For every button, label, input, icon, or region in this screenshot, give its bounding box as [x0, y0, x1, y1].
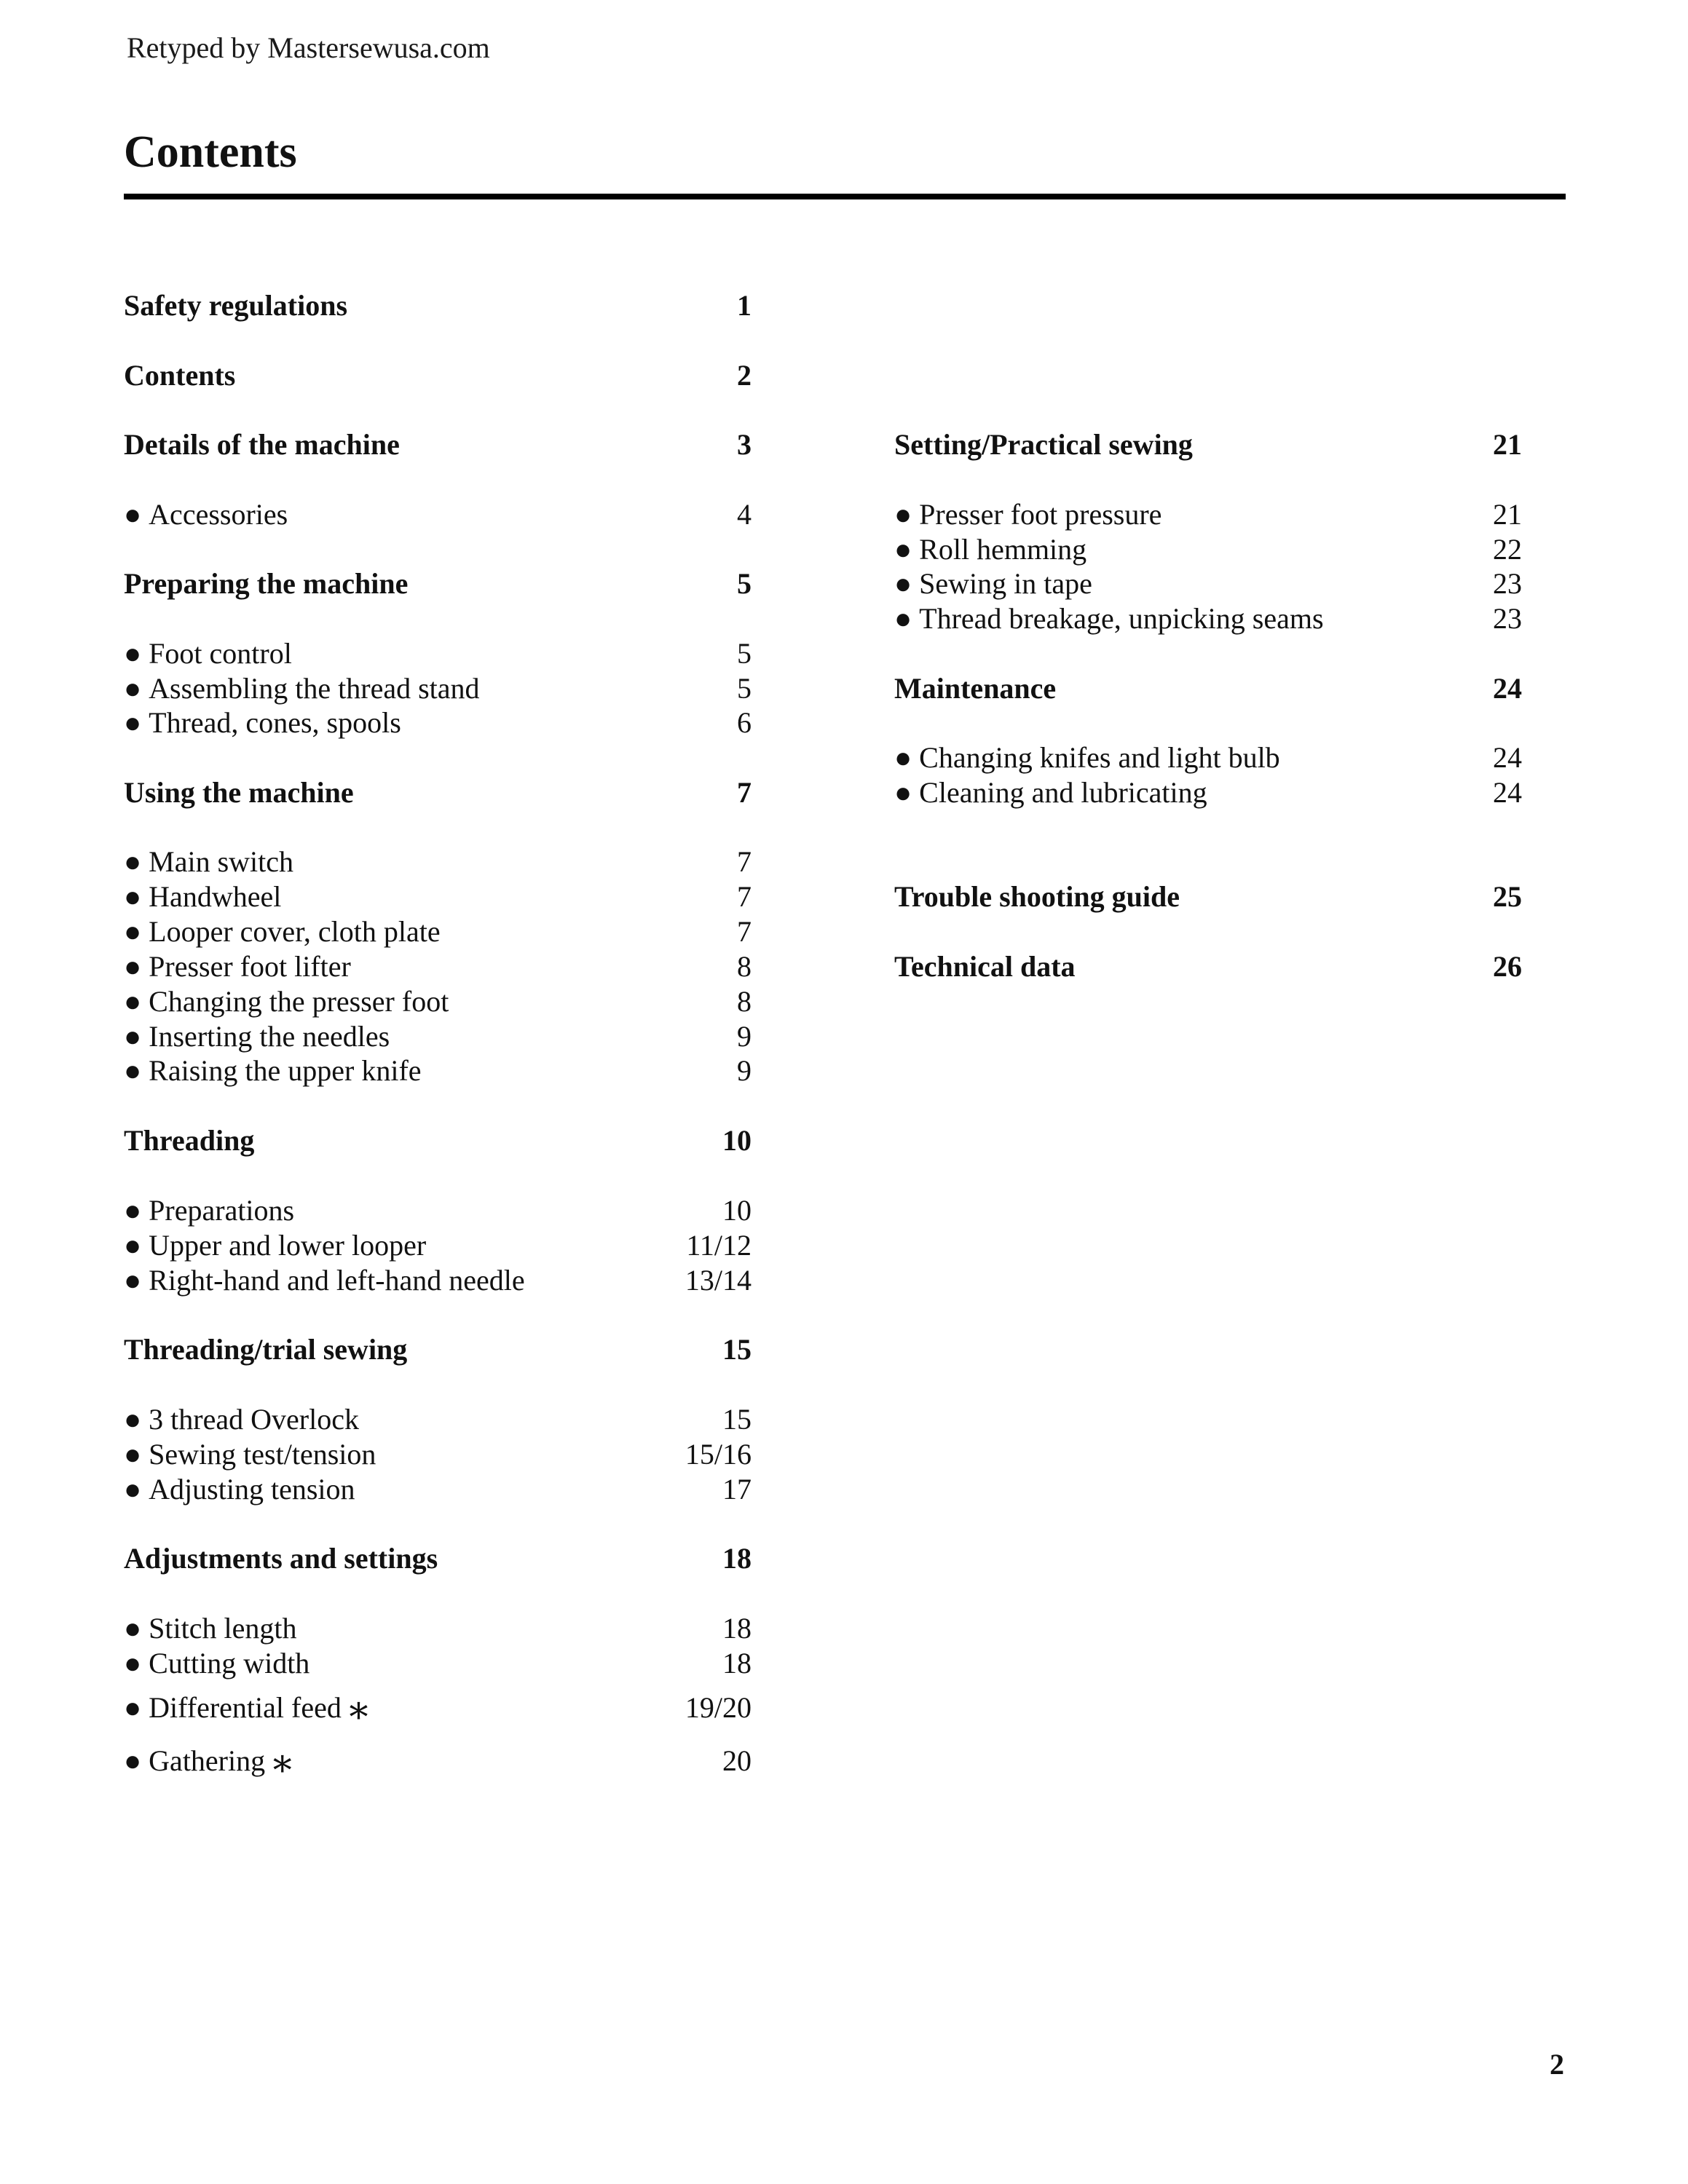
toc-heading-technical-data	[894, 949, 1522, 984]
toc-page: 18	[722, 1647, 752, 1679]
toc-page: 7	[737, 776, 752, 809]
toc-item-thread-breakage	[894, 601, 1522, 636]
toc-page: 25	[1493, 880, 1522, 913]
toc-page: 15	[722, 1333, 752, 1366]
toc-label: Presser foot lifter	[149, 950, 351, 983]
toc-page: 26	[1493, 950, 1522, 983]
bullet-icon: ●	[124, 498, 142, 531]
toc-page: 10	[722, 1124, 752, 1157]
bullet-icon: ●	[124, 1473, 142, 1506]
toc-item-cutting-width	[124, 1646, 752, 1681]
toc-label: Thread breakage, unpicking seams	[919, 602, 1324, 635]
toc-item-3-thread-overlock	[124, 1402, 752, 1437]
toc-item-preparations	[124, 1193, 752, 1228]
toc-label: Main switch	[149, 845, 294, 878]
toc-label: Threading/trial sewing	[124, 1333, 408, 1366]
toc-page: 4	[737, 498, 752, 531]
toc-page: 21	[1493, 428, 1522, 461]
toc-page: 19/20	[685, 1691, 752, 1724]
toc-label: Threading	[124, 1124, 255, 1157]
bullet-icon: ●	[124, 637, 142, 670]
toc-heading-maintenance	[894, 671, 1522, 706]
toc-heading-details-of-the-machine	[124, 427, 752, 462]
toc-label: Gathering	[149, 1744, 266, 1777]
toc-page: 2	[737, 359, 752, 392]
toc-label: Adjustments and settings	[124, 1542, 438, 1575]
toc-page: 5	[737, 637, 752, 670]
bullet-icon: ●	[124, 1020, 142, 1053]
toc-heading-using-the-machine	[124, 775, 752, 810]
toc-page: 23	[1493, 567, 1522, 600]
toc-page: 20	[722, 1744, 752, 1777]
toc-item-cleaning-lubricating	[894, 775, 1522, 810]
toc-page: 5	[737, 567, 752, 600]
toc-page: 18	[722, 1612, 752, 1645]
bullet-icon: ●	[124, 1403, 142, 1436]
toc-page: 23	[1493, 602, 1522, 635]
toc-page: 1	[737, 289, 752, 322]
toc-label: Preparations	[149, 1194, 295, 1227]
toc-page: 3	[737, 428, 752, 461]
bullet-icon: ●	[124, 1194, 142, 1227]
toc-page: 7	[737, 915, 752, 948]
toc-label: Raising the upper knife	[149, 1054, 422, 1087]
retyped-by-note: Retyped by Mastersewusa.com	[127, 31, 490, 64]
bullet-icon: ●	[124, 915, 142, 948]
toc-label: Preparing the machine	[124, 567, 409, 600]
toc-item-changing-knifes	[894, 740, 1522, 775]
bullet-icon: ●	[124, 1438, 142, 1471]
toc-label: Trouble shooting guide	[894, 880, 1180, 913]
toc-label: Differential feed	[149, 1691, 342, 1724]
toc-label: Changing the presser foot	[149, 985, 449, 1018]
toc-label: Foot control	[149, 637, 292, 670]
toc-label: Cutting width	[149, 1647, 310, 1679]
toc-item-presser-foot-pressure	[894, 497, 1522, 532]
toc-heading-trouble-shooting-guide	[894, 879, 1522, 914]
toc-page: 22	[1493, 533, 1522, 566]
toc-heading-contents	[124, 358, 752, 393]
bullet-icon: ●	[124, 1744, 142, 1777]
toc-item-stitch-length	[124, 1611, 752, 1646]
toc-page: 24	[1493, 776, 1522, 809]
toc-page: 5	[737, 672, 752, 705]
toc-label: Contents	[124, 359, 236, 392]
toc-page: 17	[722, 1473, 752, 1506]
toc-label: Stitch length	[149, 1612, 297, 1645]
toc-heading-setting-practical-sewing	[894, 427, 1522, 462]
toc-label: Presser foot pressure	[919, 498, 1162, 531]
bullet-icon: ●	[894, 567, 912, 600]
toc-page: 24	[1493, 672, 1522, 705]
toc-label: Maintenance	[894, 672, 1057, 705]
toc-item-presser-foot-lifter	[124, 949, 752, 984]
toc-label: Handwheel	[149, 880, 282, 913]
toc-item-foot-control	[124, 636, 752, 671]
bullet-icon: ●	[894, 533, 912, 566]
toc-item-sewing-in-tape	[894, 566, 1522, 601]
toc-label: Setting/Practical sewing	[894, 428, 1193, 461]
toc-label: Assembling the thread stand	[149, 672, 480, 705]
title-divider	[124, 194, 1566, 199]
bullet-icon: ●	[124, 880, 142, 913]
toc-item-handwheel	[124, 879, 752, 914]
toc-item-raising-upper-knife	[124, 1053, 752, 1088]
bullet-icon: ●	[124, 1647, 142, 1679]
asterisk-icon: ∗	[269, 1742, 296, 1784]
toc-page: 8	[737, 950, 752, 983]
toc-label: 3 thread Overlock	[149, 1403, 359, 1436]
toc-item-sewing-test-tension	[124, 1437, 752, 1472]
toc-label: Changing knifes and light bulb	[919, 741, 1280, 774]
bullet-icon: ●	[124, 1229, 142, 1262]
toc-item-accessories	[124, 497, 752, 532]
toc-item-differential-feed	[124, 1689, 752, 1731]
bullet-icon: ●	[124, 985, 142, 1018]
toc-label: Accessories	[149, 498, 288, 531]
toc-page: 9	[737, 1054, 752, 1087]
toc-label: Looper cover, cloth plate	[149, 915, 441, 948]
toc-label: Adjusting tension	[149, 1473, 355, 1506]
toc-page: 24	[1493, 741, 1522, 774]
toc-label: Upper and lower looper	[149, 1229, 427, 1262]
bullet-icon: ●	[124, 1612, 142, 1645]
toc-heading-safety-regulations	[124, 288, 752, 323]
bullet-icon: ●	[124, 672, 142, 705]
bullet-icon: ●	[124, 845, 142, 878]
toc-label: Using the machine	[124, 776, 354, 809]
asterisk-icon: ∗	[345, 1689, 372, 1731]
toc-label: Right-hand and left-hand needle	[149, 1264, 525, 1297]
bullet-icon: ●	[124, 1054, 142, 1087]
bullet-icon: ●	[894, 776, 912, 809]
toc-label: Thread, cones, spools	[149, 706, 401, 739]
toc-page: 11/12	[686, 1229, 752, 1262]
toc-label: Safety regulations	[124, 289, 348, 322]
toc-label: Roll hemming	[919, 533, 1087, 566]
toc-heading-threading	[124, 1123, 752, 1158]
toc-item-main-switch	[124, 844, 752, 879]
toc-item-looper-cover	[124, 914, 752, 949]
toc-page: 10	[722, 1194, 752, 1227]
toc-page: 13/14	[685, 1264, 752, 1297]
toc-item-right-left-needle	[124, 1263, 752, 1298]
toc-item-inserting-needles	[124, 1019, 752, 1054]
bullet-icon: ●	[124, 1691, 142, 1724]
toc-page: 7	[737, 845, 752, 878]
toc-item-thread-cones-spools	[124, 705, 752, 740]
bullet-icon: ●	[894, 498, 912, 531]
bullet-icon: ●	[894, 741, 912, 774]
toc-item-adjusting-tension	[124, 1472, 752, 1507]
toc-label: Inserting the needles	[149, 1020, 390, 1053]
toc-item-upper-lower-looper	[124, 1228, 752, 1263]
toc-page: 6	[737, 706, 752, 739]
toc-heading-threading-trial-sewing	[124, 1332, 752, 1367]
toc-page: 15/16	[685, 1438, 752, 1471]
toc-page: 9	[737, 1020, 752, 1053]
toc-label: Sewing test/tension	[149, 1438, 376, 1471]
bullet-icon: ●	[124, 950, 142, 983]
toc-item-roll-hemming	[894, 532, 1522, 567]
toc-item-changing-presser-foot	[124, 984, 752, 1019]
toc-page: 8	[737, 985, 752, 1018]
toc-page: 18	[722, 1542, 752, 1575]
page-title: Contents	[124, 127, 297, 177]
bullet-icon: ●	[124, 706, 142, 739]
toc-heading-preparing-the-machine	[124, 566, 752, 601]
toc-item-assembling-thread-stand	[124, 671, 752, 706]
toc-label: Technical data	[894, 950, 1076, 983]
toc-page: 7	[737, 880, 752, 913]
toc-label: Cleaning and lubricating	[919, 776, 1207, 809]
toc-page: 15	[722, 1403, 752, 1436]
bullet-icon: ●	[894, 602, 912, 635]
toc-page: 21	[1493, 498, 1522, 531]
page-number: 2	[1550, 2048, 1564, 2081]
toc-label: Details of the machine	[124, 428, 400, 461]
toc-heading-adjustments-and-settings	[124, 1541, 752, 1576]
toc-label: Sewing in tape	[919, 567, 1092, 600]
bullet-icon: ●	[124, 1264, 142, 1297]
toc-item-gathering	[124, 1742, 752, 1784]
